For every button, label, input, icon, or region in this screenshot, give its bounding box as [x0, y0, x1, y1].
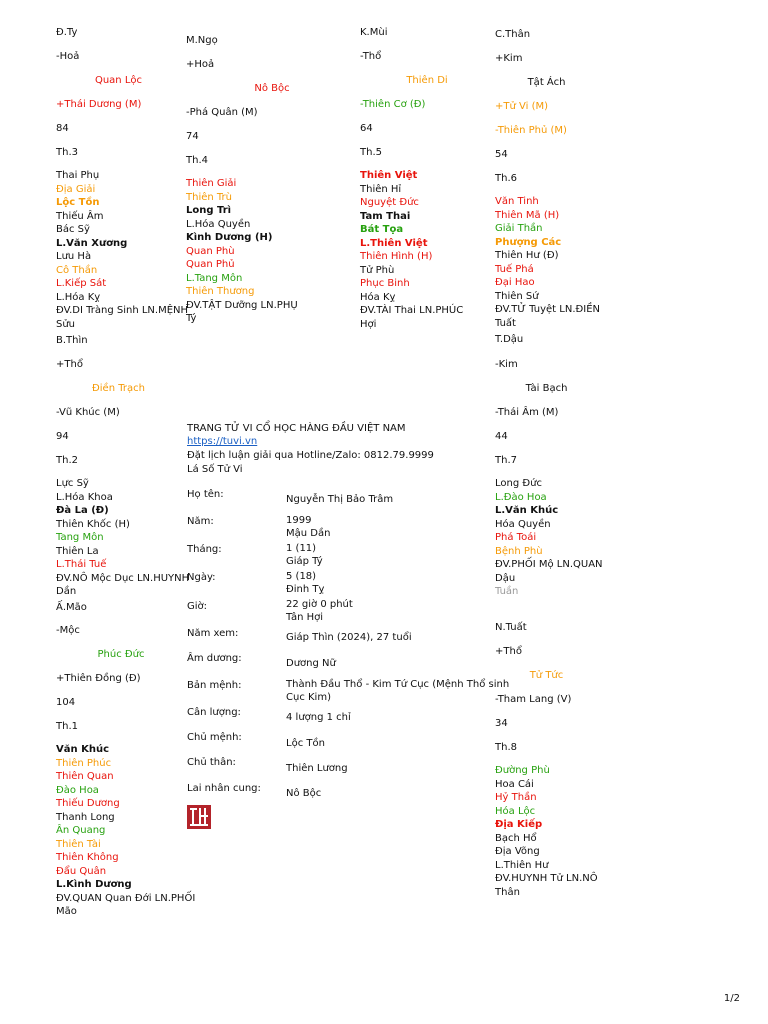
palace-bottom-branch: Ấ.Mão [56, 602, 87, 613]
palace-element: -Kim [495, 359, 518, 370]
star-item: ĐV.TÀI Thai LN.PHÚC [360, 305, 464, 316]
star-item: Bạch Hổ [495, 832, 537, 844]
palace-title: Tử Tức [529, 670, 564, 681]
palace-main-star: -Phá Quân (M) [186, 107, 258, 118]
palace-main-star: +Tử Vi (M) [495, 101, 549, 112]
star-item: Đẩu Quân [56, 865, 107, 877]
star-item: Thiên Giải [186, 178, 237, 189]
palace-bottom-branch: N.Tuất [495, 622, 527, 633]
field-value-lai-nhan-cung: Nô Bộc [286, 788, 322, 799]
star-item: Văn Khúc [56, 744, 110, 755]
star-item: Thiên La [56, 545, 99, 557]
palace-number: 84 [56, 123, 69, 134]
star-item: L.Văn Xương [56, 237, 128, 249]
palace-th: Th.8 [495, 742, 517, 753]
star-item: L.Thái Tuế [56, 559, 107, 570]
star-item: Long Trì [186, 205, 232, 216]
star-item: Thiên Không [56, 852, 119, 863]
field-label-chu-than: Chủ thân: [187, 757, 236, 768]
palace-branch: M.Ngọ [186, 35, 218, 46]
palace-star-list [360, 169, 463, 331]
star-item: L.Hóa Khoa [56, 491, 113, 503]
palace-title: Phúc Đức [97, 649, 145, 660]
star-item: ĐV.TỬ Tuyệt LN.ĐIỀN [495, 304, 600, 315]
star-item: Thiếu Âm [56, 210, 104, 222]
palace-number: 44 [495, 431, 508, 442]
star-item: ĐV.PHỐI Mộ LN.QUAN [495, 559, 603, 570]
palace-element: +Kim [495, 53, 523, 64]
star-item: Thiên Sứ [495, 290, 539, 302]
star-item: Dậu [495, 572, 516, 584]
star-item: Phượng Các [495, 236, 562, 248]
star-item: Tuế Phá [495, 263, 534, 275]
palace-star-list [186, 177, 298, 326]
palace-th: Th.4 [186, 155, 208, 166]
field-label-chu-menh: Chủ mệnh: [187, 732, 242, 743]
palace-number: 54 [495, 149, 508, 160]
palace-main-star: -Thiên Cơ (Đ) [360, 99, 426, 110]
star-item: Tuần [495, 586, 519, 597]
field-label-ngay: Ngày: [187, 572, 216, 583]
palace-title: Tài Bạch [525, 383, 568, 394]
palace-element: +Thổ [56, 359, 83, 370]
star-item: Phá Toái [495, 532, 537, 543]
star-item: Lực Sỹ [56, 478, 89, 489]
palace-th: Th.3 [56, 147, 78, 158]
field-label-nam-xem: Năm xem: [187, 628, 239, 639]
palace-element: -Thổ [360, 51, 382, 62]
star-item: Dần [56, 586, 77, 597]
star-item: ĐV.QUAN Quan Đới LN.PHỐI [56, 892, 196, 904]
star-item: Hợi [360, 318, 377, 330]
star-item: Hỷ Thần [495, 792, 537, 803]
star-item: Thiên Mã (H) [495, 209, 560, 221]
star-item: Long Đức [495, 478, 542, 489]
palace-number: 34 [495, 718, 508, 729]
palace-star-list [56, 169, 188, 331]
palace-title: Thiên Di [406, 75, 448, 86]
palace-number: 104 [56, 697, 76, 708]
palace-th: Th.1 [56, 721, 78, 732]
star-item: ĐV.HUYNH Tử LN.NÔ [495, 873, 598, 884]
star-item: Tam Thai [360, 210, 411, 222]
field-label-lai-nhan-cung: Lai nhân cung: [187, 783, 261, 794]
palace-main-star: +Thiên Đồng (Đ) [56, 673, 141, 684]
star-item: L.Hóa Kỵ [56, 291, 101, 303]
palace-element: +Thổ [495, 646, 522, 657]
palace-main-star: +Thái Dương (M) [56, 99, 142, 110]
star-item: Giải Thần [495, 223, 543, 234]
star-item: Phục Binh [360, 278, 410, 289]
field-label-ho-ten: Họ tên: [187, 489, 224, 500]
star-item: Văn Tinh [495, 196, 539, 207]
palace-main-star: -Vũ Khúc (M) [56, 407, 120, 418]
star-item: L.Tang Môn [186, 272, 243, 284]
star-item: Thiếu Dương [56, 798, 120, 809]
palace-title: Quan Lộc [94, 75, 143, 86]
palace-th: Th.6 [495, 173, 517, 184]
palace-star-list [56, 477, 189, 599]
field-label-ban-menh: Bản mệnh: [187, 680, 242, 691]
star-item: Thiên Phúc [56, 757, 112, 769]
chart-name: Lá Số Tử Vi [187, 464, 243, 475]
palace-number: 94 [56, 431, 69, 442]
palace-title: Tật Ách [527, 77, 566, 88]
star-item: Địa Giải [56, 183, 96, 195]
star-item: Đại Hao [495, 277, 535, 288]
star-item: Tuất [495, 317, 516, 329]
star-item: Lưu Hà [56, 251, 92, 262]
palace-th: Th.7 [495, 455, 517, 466]
star-item: Hóa Quyền [495, 518, 551, 530]
star-item: ĐV.TẬT Dưỡng LN.PHỤ [186, 299, 298, 311]
field-value-nam: 1999 [286, 515, 312, 526]
star-item: Địa Kiếp [495, 819, 543, 830]
star-item: L.Hóa Quyền [186, 218, 251, 230]
star-item: Kình Dương (H) [186, 232, 273, 243]
palace-star-list [495, 195, 600, 330]
field-value-thang: 1 (11) [286, 543, 317, 554]
palace-element: -Mộc [56, 625, 80, 636]
field-value-thang-2: Giáp Tý [286, 556, 323, 567]
star-item: L.Đào Hoa [495, 491, 547, 503]
star-item: Mão [56, 906, 77, 917]
star-item: L.Kiếp Sát [56, 278, 107, 289]
star-item: Bát Tọa [360, 224, 404, 235]
field-value-chu-than: Thiên Lương [286, 763, 348, 774]
star-item: Thiên Tài [56, 838, 101, 850]
star-item: L.Thiên Việt [360, 237, 428, 249]
star-item: Đào Hoa [56, 784, 99, 796]
star-item: Thiên Hư (Đ) [495, 250, 559, 261]
star-item: ĐV.NÔ Mộc Dục LN.HUYNH [56, 572, 190, 584]
star-item: Ân Quang [56, 825, 106, 836]
field-value-chu-menh: Lộc Tồn [286, 738, 325, 749]
field-label-am-duong: Âm dương: [187, 653, 242, 664]
palace-branch: Đ.Ty [56, 27, 78, 38]
star-item: Cô Thần [56, 264, 98, 276]
star-item: Quan Phù [186, 245, 235, 257]
palace-branch: C.Thân [495, 29, 531, 40]
field-value-ngay-2: Đinh Tỵ [286, 584, 325, 595]
site-link[interactable]: https://tuvi.vn [187, 436, 258, 447]
field-label-thang: Tháng: [187, 544, 222, 555]
star-item: Đường Phù [495, 765, 550, 776]
palace-title: Nô Bộc [254, 83, 290, 94]
star-item: Địa Võng [495, 846, 540, 857]
star-item: Hóa Lộc [495, 805, 536, 817]
palace-bottom-branch: B.Thìn [56, 335, 88, 346]
palace-bottom-branch: T.Dậu [495, 334, 524, 345]
star-item: Bác Sỹ [56, 224, 90, 235]
star-item: L.Kình Dương [56, 879, 132, 890]
star-item: Nguyệt Đức [360, 197, 419, 208]
star-item: Quan Phủ [186, 259, 235, 270]
field-label-can-luong: Cân lượng: [187, 707, 241, 718]
field-value-ngay: 5 (18) [286, 571, 317, 582]
field-value-nam-xem: Giáp Thìn (2024), 27 tuổi [286, 632, 412, 643]
palace-star-list [495, 764, 598, 899]
field-value-ban-menh-2: Cục Kim) [286, 692, 331, 703]
star-item: Thiên Việt [360, 170, 418, 181]
star-item: Thiên Hỉ [360, 183, 402, 195]
palace-element: -Hoả [56, 51, 80, 62]
star-item: Thai Phụ [56, 170, 100, 181]
field-value-nam-2: Mậu Dần [286, 528, 331, 539]
star-item: L.Văn Khúc [495, 505, 559, 516]
field-value-gio: 22 giờ 0 phút [286, 599, 353, 610]
palace-main-star: -Thái Âm (M) [495, 407, 559, 418]
palace-th: Th.2 [56, 455, 78, 466]
palace-element: +Hoả [186, 59, 215, 70]
palace-number: 64 [360, 123, 373, 134]
star-item: Sửu [56, 318, 76, 330]
field-value-can-luong: 4 lượng 1 chỉ [286, 712, 351, 723]
field-value-ban-menh: Thành Đầu Thổ - Kim Tứ Cục (Mệnh Thổ sinh [286, 679, 510, 690]
field-value-gio-2: Tân Hợi [286, 612, 324, 623]
hotline-text: Đặt lịch luận giải qua Hotline/Zalo: 0812.79.9999 [187, 450, 434, 461]
field-value-am-duong: Dương Nữ [286, 658, 336, 669]
star-item: Tử Phù [360, 264, 395, 276]
star-item: L.Thiên Hư [495, 859, 549, 871]
star-item: Thiên Trù [186, 191, 232, 203]
palace-star-list [56, 743, 195, 919]
star-item: Lộc Tồn [56, 197, 100, 208]
star-item: Thiên Thương [186, 286, 255, 297]
star-item: Thiên Quan [56, 771, 114, 782]
palace-star-list [495, 477, 603, 599]
star-item: Bệnh Phù [495, 545, 543, 557]
star-item: Tang Môn [56, 532, 104, 543]
site-title: TRANG TỬ VI CỔ HỌC HÀNG ĐẦU VIỆT NAM [187, 423, 406, 434]
field-value-ho-ten: Nguyễn Thị Bảo Trâm [286, 494, 394, 505]
page-number: 1/2 [723, 993, 740, 1004]
field-label-gio: Giờ: [187, 601, 208, 612]
star-item: ĐV.DI Tràng Sinh LN.MỆNH [56, 305, 189, 316]
palace-number: 74 [186, 131, 199, 142]
palace-main-star-2: -Thiên Phủ (M) [495, 125, 567, 136]
star-item: Đà La (Đ) [56, 505, 109, 516]
star-item: Thiên Hình (H) [360, 251, 433, 262]
palace-th: Th.5 [360, 147, 382, 158]
star-item: Hóa Kỵ [360, 291, 396, 303]
star-item: Thiên Khốc (H) [56, 518, 130, 530]
palace-main-star: -Tham Lang (V) [495, 694, 572, 705]
star-item: Thanh Long [56, 811, 115, 823]
star-item: Thân [495, 886, 520, 898]
palace-title: Điền Trạch [92, 383, 145, 394]
star-item: Hoa Cái [495, 778, 534, 790]
field-label-nam: Năm: [187, 516, 214, 527]
star-item: Tý [186, 313, 197, 324]
palace-branch: K.Mùi [360, 27, 388, 38]
